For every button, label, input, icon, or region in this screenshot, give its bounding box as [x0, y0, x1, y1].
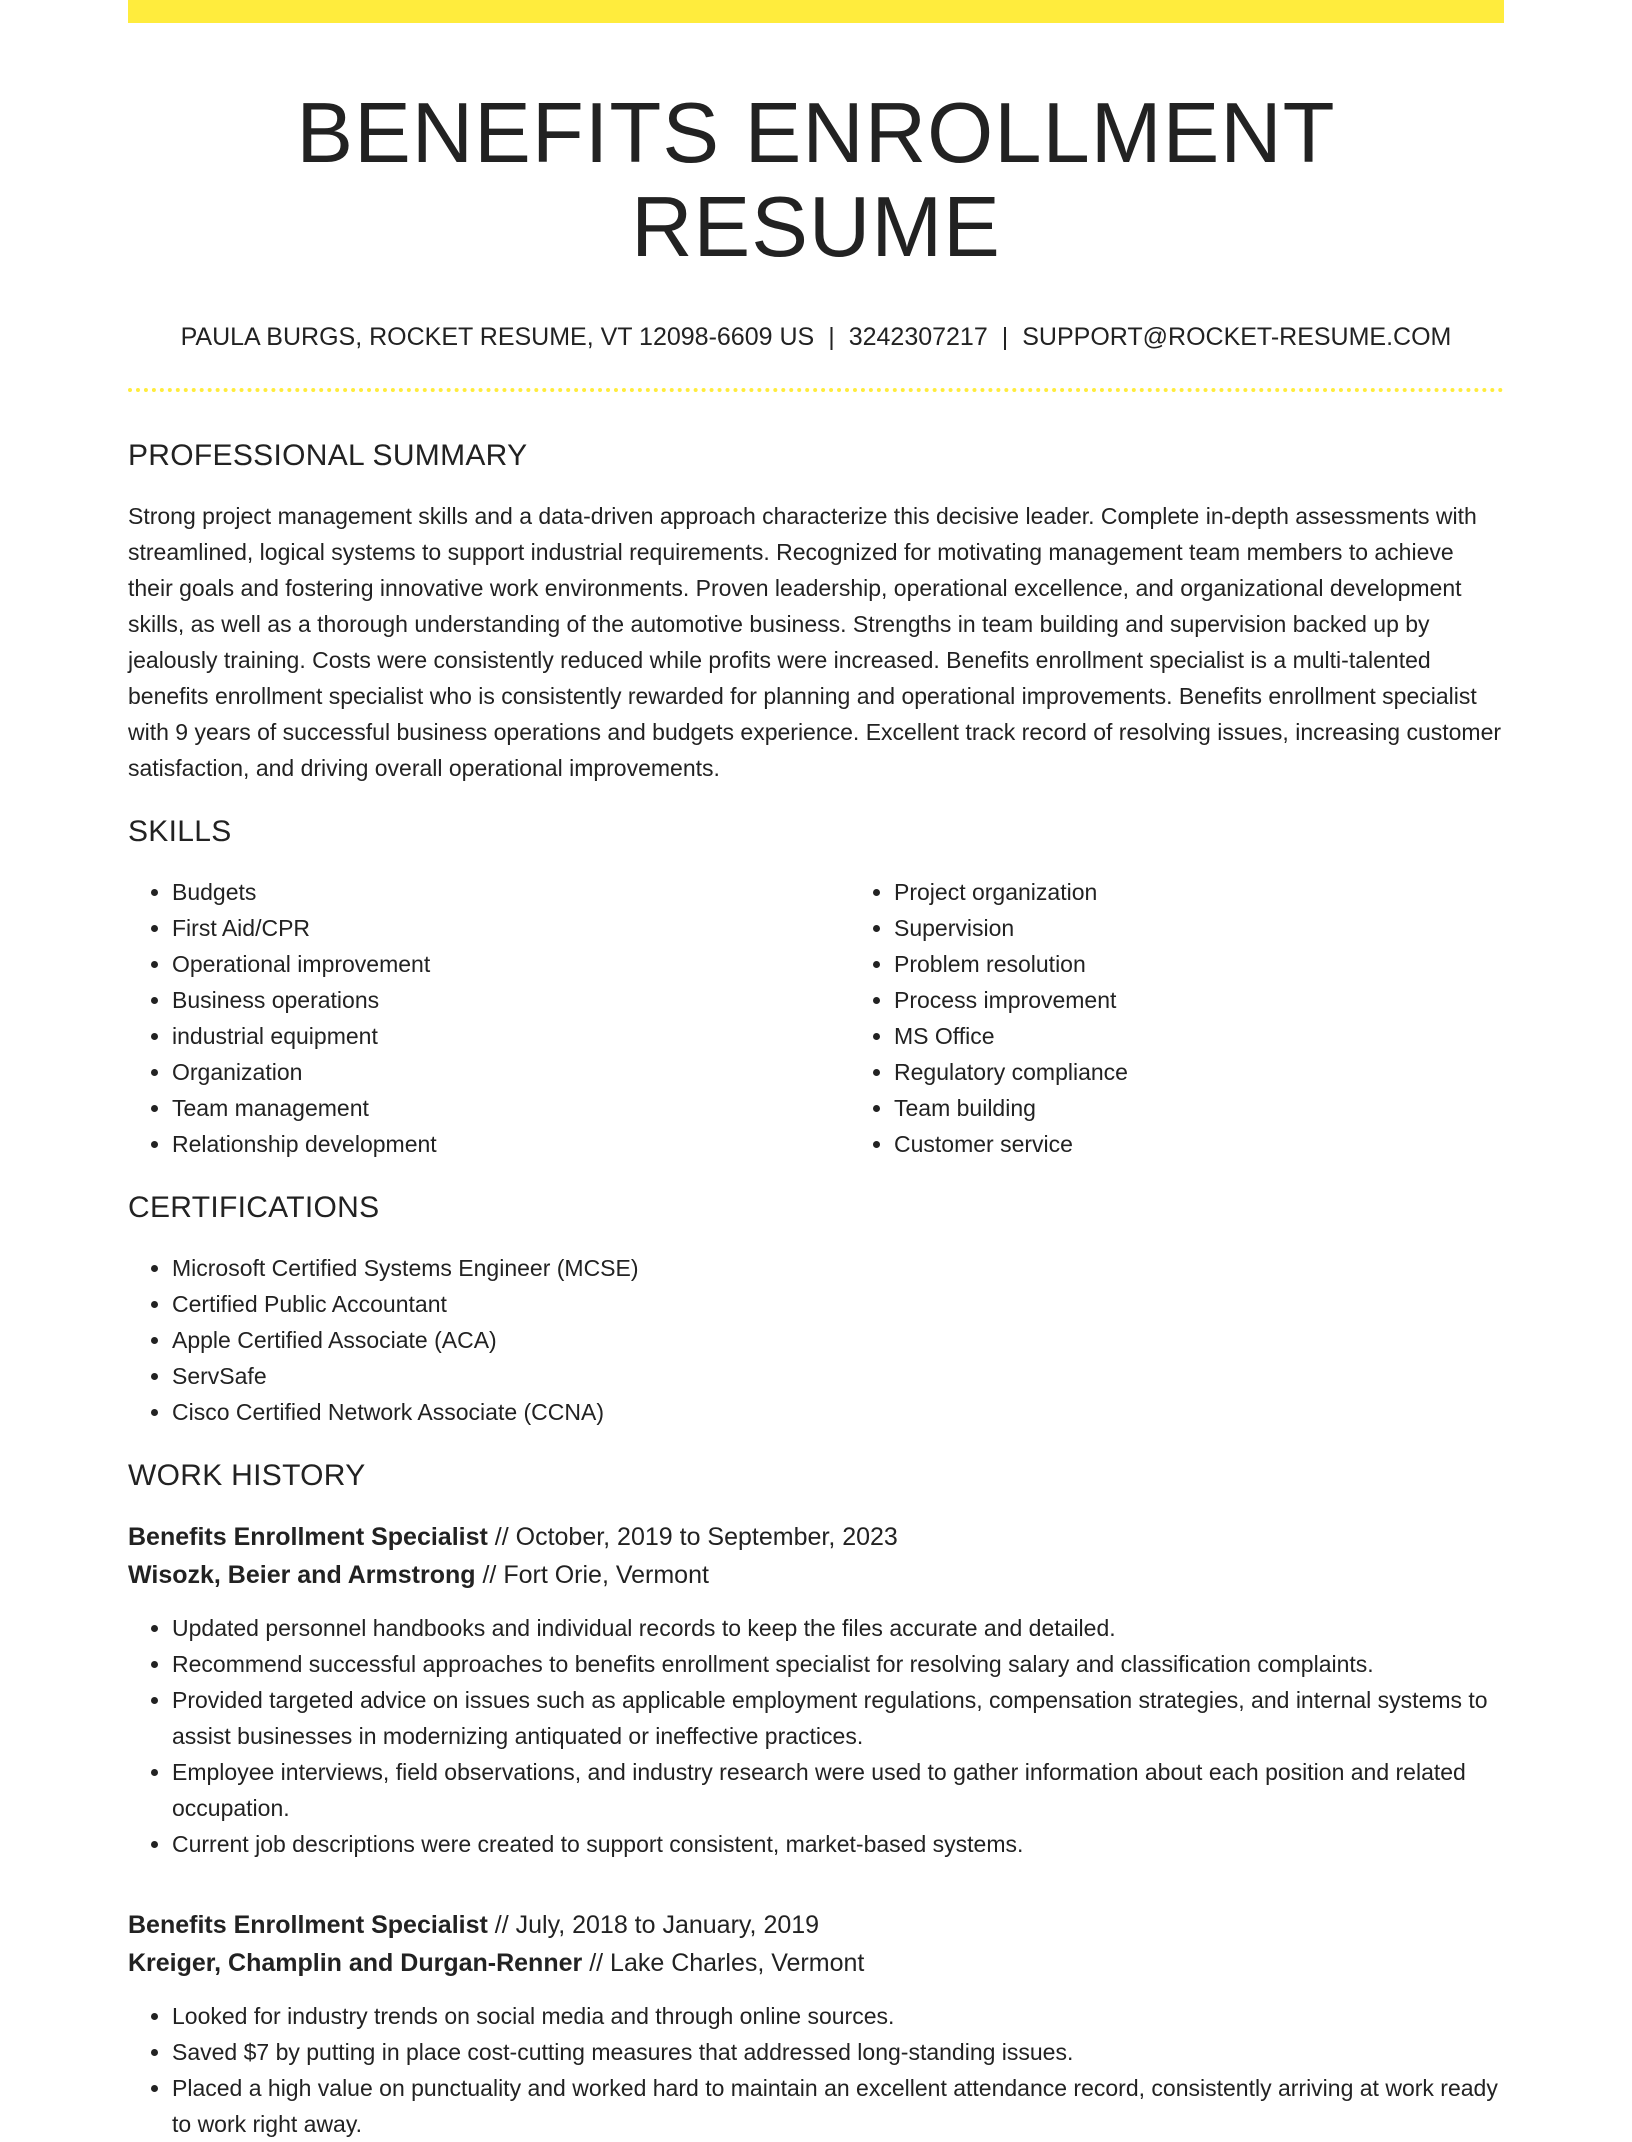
job-title: Benefits Enrollment Specialist	[128, 1523, 488, 1551]
job-bullet: • Placed a high value on punctuality and worked hard to maintain an excellent attendance record, consistently arriving at work ready to work right away.	[172, 2070, 1504, 2142]
certifications-heading: CERTIFICATIONS	[128, 1191, 380, 1224]
skill-item: • Regulatory compliance	[894, 1054, 1504, 1090]
job-entry	[128, 1906, 1504, 2142]
contact-separator: |	[828, 323, 835, 351]
contact-address: PAULA BURGS, ROCKET RESUME, VT 12098-6609 US	[180, 323, 815, 351]
accent-top-bar	[128, 0, 1504, 23]
job-dates: // October, 2019 to September, 2023	[494, 1523, 898, 1551]
certification-item: • Cisco Certified Network Associate (CCNA)	[172, 1394, 1504, 1430]
job-company-line	[128, 1556, 1504, 1594]
certifications-section	[128, 1190, 1504, 1430]
skill-item: • Problem resolution	[894, 946, 1504, 982]
skills-list-right	[850, 874, 1504, 1162]
job-dates: // July, 2018 to January, 2019	[494, 1911, 820, 1939]
summary-text: Strong project management skills and a data-driven approach characterize this decisive leader. Complete in-depth assessments with streamlined, logical systems to support industrial requirements. Recognized for motivating management team members to achieve their goals and fostering innovative work environments. Proven leadership, operational excellence, and organizational development skills, as well as a thorough understanding of the automotive business. Strengths in team building and supervision backed up by jealously training. Costs were consistently reduced while profits were increased. Benefits enrollment specialist is a multi-talented benefits enrollment specialist who is consistently rewarded for planning and operational improvements. Benefits enrollment specialist with 9 years of successful business operations and budgets experience. Excellent track record of resolving issues, increasing customer satisfaction, and driving overall operational improvements.	[128, 503, 1502, 781]
job-title: Benefits Enrollment Specialist	[128, 1911, 488, 1939]
certifications-list	[128, 1250, 1504, 1430]
skill-item: • First Aid/CPR	[172, 910, 850, 946]
work-history-section	[128, 1458, 1504, 2142]
job-bullet: • Current job descriptions were created to support consistent, market-based systems.	[172, 1826, 1504, 1862]
skills-columns	[128, 874, 1504, 1162]
job-bullet: • Recommend successful approaches to benefits enrollment specialist for resolving salary and classification complaints.	[172, 1646, 1504, 1682]
job-company: Wisozk, Beier and Armstrong	[128, 1561, 476, 1589]
skills-section	[128, 814, 1504, 1162]
skill-item: • Project organization	[894, 874, 1504, 910]
skill-item: • Business operations	[172, 982, 850, 1018]
job-bullet: • Saved $7 by putting in place cost-cutting measures that addressed long-standing issues.	[172, 2034, 1504, 2070]
contact-email: SUPPORT@ROCKET-RESUME.COM	[1022, 323, 1452, 351]
job-entry	[128, 1518, 1504, 1862]
skill-item: • Customer service	[894, 1126, 1504, 1162]
job-location: // Lake Charles, Vermont	[589, 1949, 865, 1977]
contact-separator: |	[1001, 323, 1009, 351]
summary-heading: PROFESSIONAL SUMMARY	[128, 439, 528, 472]
certification-item: • Apple Certified Associate (ACA)	[172, 1322, 1504, 1358]
job-bullet: • Provided targeted advice on issues such as applicable employment regulations, compensation strategies, and internal systems to assist businesses in modernizing antiquated or ineffective practices.	[172, 1682, 1504, 1754]
certification-item: • Certified Public Accountant	[172, 1286, 1504, 1322]
resume-page	[128, 0, 1504, 2142]
certification-item: • Microsoft Certified Systems Engineer (MCSE)	[172, 1250, 1504, 1286]
job-company: Kreiger, Champlin and Durgan-Renner	[128, 1949, 583, 1977]
contact-phone: 3242307217	[848, 323, 988, 351]
job-title-line	[128, 1518, 1504, 1556]
contact-line	[128, 322, 1504, 352]
skill-item: • industrial equipment	[172, 1018, 850, 1054]
job-bullet: • Updated personnel handbooks and individual records to keep the files accurate and detailed.	[172, 1610, 1504, 1646]
job-company-line	[128, 1944, 1504, 1982]
skill-item: • Relationship development	[172, 1126, 850, 1162]
job-location: // Fort Orie, Vermont	[482, 1561, 709, 1589]
summary-section	[128, 438, 1504, 786]
skill-item: • Process improvement	[894, 982, 1504, 1018]
skill-item: • Supervision	[894, 910, 1504, 946]
skill-item: • Operational improvement	[172, 946, 850, 982]
skills-heading: SKILLS	[128, 815, 232, 848]
skill-item: • MS Office	[894, 1018, 1504, 1054]
skill-item: • Team management	[172, 1090, 850, 1126]
skills-list-left	[128, 874, 850, 1162]
job-bullets	[128, 1610, 1504, 1862]
skill-item: • Team building	[894, 1090, 1504, 1126]
job-bullet: • Looked for industry trends on social media and through online sources.	[172, 1998, 1504, 2034]
skill-item: • Budgets	[172, 874, 850, 910]
skill-item: • Organization	[172, 1054, 850, 1090]
job-bullets	[128, 1998, 1504, 2142]
dotted-divider	[128, 388, 1504, 392]
job-bullet: • Employee interviews, field observations, and industry research were used to gather information about each position and related occupation.	[172, 1754, 1504, 1826]
certification-item: • ServSafe	[172, 1358, 1504, 1394]
work-history-heading: WORK HISTORY	[128, 1459, 366, 1492]
job-title-line	[128, 1906, 1504, 1944]
page-title: BENEFITS ENROLLMENT RESUME	[296, 86, 1336, 275]
